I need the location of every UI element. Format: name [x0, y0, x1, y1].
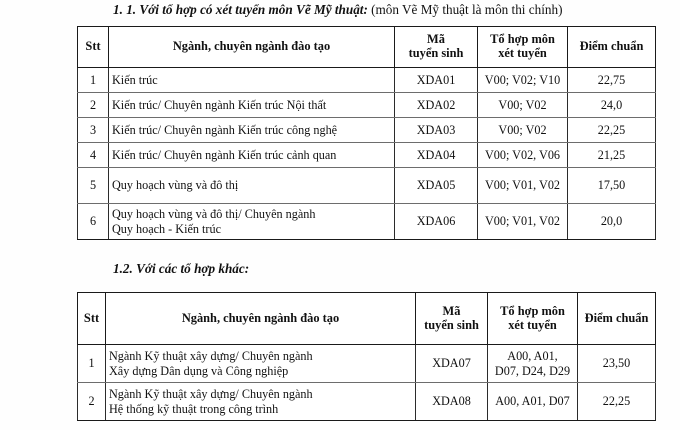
cell-admission-code: XDA06 — [395, 204, 478, 240]
cell-benchmark-score: 24,0 — [568, 93, 656, 118]
col-header-subject-combination-line2: xét tuyển — [498, 46, 547, 60]
cell-major-line: Ngành Kỹ thuật xây dựng/ Chuyên ngành — [109, 348, 313, 363]
table-1-header — [78, 27, 656, 68]
table-row — [78, 143, 656, 168]
cell-major-line: Quy hoạch - Kiến trúc — [112, 221, 221, 236]
col-header-subject-combination — [488, 293, 578, 345]
cell-major-line: Hệ thống kỹ thuật trong công trình — [109, 401, 279, 416]
cell-subject-combination-line: A00, A01, — [507, 348, 558, 363]
cell-subject-combination — [478, 68, 568, 93]
section-2-heading — [113, 262, 249, 277]
cell-major-line: Xây dựng Dân dụng và Công nghiệp — [109, 363, 289, 378]
section-2-heading-italic: 1.2. Với các tổ hợp khác: — [113, 261, 250, 276]
cell-subject-combination-line: V00; V01, V02 — [484, 214, 561, 229]
cell-subject-combination — [478, 143, 568, 168]
cell-subject-combination — [478, 168, 568, 204]
cell-benchmark-score: 21,25 — [568, 143, 656, 168]
cell-admission-code: XDA05 — [395, 168, 478, 204]
cell-major — [109, 143, 395, 168]
cell-benchmark-score: 22,25 — [578, 383, 656, 421]
cell-major — [109, 168, 395, 204]
table-row — [78, 68, 656, 93]
cell-stt: 2 — [78, 93, 109, 118]
cell-major-line: Ngành Kỹ thuật xây dựng/ Chuyên ngành — [109, 386, 313, 401]
cell-admission-code: XDA04 — [395, 143, 478, 168]
col-header-stt: Stt — [78, 27, 109, 68]
col-header-major: Ngành, chuyên ngành đào tạo — [109, 27, 395, 68]
col-header-benchmark-score: Điểm chuẩn — [568, 27, 656, 68]
cell-subject-combination-line: V00; V02, V06 — [484, 147, 561, 162]
cell-stt: 3 — [78, 118, 109, 143]
col-header-admission-code-line1: Mã — [442, 303, 461, 318]
cell-stt: 1 — [78, 68, 109, 93]
cell-major — [106, 345, 416, 383]
cell-admission-code: XDA02 — [395, 93, 478, 118]
col-header-subject-combination — [478, 27, 568, 68]
table-2-body — [78, 345, 656, 421]
col-header-admission-code-line2: tuyển sinh — [408, 46, 464, 60]
cell-stt: 2 — [78, 383, 106, 421]
cell-stt: 4 — [78, 143, 109, 168]
cell-benchmark-score: 22,75 — [568, 68, 656, 93]
table-header-row — [78, 27, 656, 68]
cell-stt: 1 — [78, 345, 106, 383]
cell-major-line: Kiến trúc/ Chuyên ngành Kiến trúc công nghệ — [112, 122, 338, 137]
table-row — [78, 204, 656, 240]
cell-subject-combination — [488, 345, 578, 383]
cell-major-line: Quy hoạch vùng và đô thị — [112, 178, 239, 193]
table-row — [78, 118, 656, 143]
cell-benchmark-score: 22,25 — [568, 118, 656, 143]
admission-table-art-combination — [77, 26, 656, 240]
section-1-heading-note: (môn Vẽ Mỹ thuật là môn thi chính) — [367, 2, 563, 17]
cell-major — [109, 204, 395, 240]
cell-subject-combination — [478, 204, 568, 240]
col-header-subject-combination-line1: Tổ hợp môn — [490, 32, 555, 47]
section-1-heading — [113, 3, 562, 18]
col-header-admission-code-line2: tuyển sinh — [424, 317, 479, 332]
cell-major-line: Kiến trúc — [112, 72, 158, 87]
cell-stt: 6 — [78, 204, 109, 240]
cell-major-line: Kiến trúc/ Chuyên ngành Kiến trúc cảnh quan — [112, 147, 337, 162]
col-header-benchmark-score: Điểm chuẩn — [578, 293, 656, 345]
cell-admission-code: XDA03 — [395, 118, 478, 143]
cell-subject-combination-line: V00; V02; V10 — [484, 72, 561, 87]
cell-subject-combination-line: D07, D24, D29 — [494, 363, 571, 378]
cell-major — [109, 68, 395, 93]
col-header-subject-combination-line1: Tổ hợp môn — [500, 303, 565, 318]
table-row — [78, 383, 656, 421]
cell-benchmark-score: 17,50 — [568, 168, 656, 204]
cell-major — [109, 93, 395, 118]
section-1-heading-italic: 1. 1. Với tổ hợp có xét tuyển môn Vẽ Mỹ thuật: — [113, 2, 368, 17]
cell-major-line: Quy hoạch vùng và đô thị/ Chuyên ngành — [112, 206, 316, 221]
cell-benchmark-score: 20,0 — [568, 204, 656, 240]
col-header-major: Ngành, chuyên ngành đào tạo — [106, 293, 416, 345]
table-1-body — [78, 68, 656, 240]
table-header-row — [78, 293, 656, 345]
cell-admission-code: XDA08 — [416, 383, 488, 421]
cell-subject-combination — [478, 118, 568, 143]
cell-admission-code: XDA07 — [416, 345, 488, 383]
col-header-admission-code — [395, 27, 478, 68]
cell-subject-combination-line: V00; V02 — [498, 97, 547, 112]
cell-subject-combination-line: V00; V01, V02 — [484, 178, 561, 193]
table-2-header — [78, 293, 656, 345]
col-header-subject-combination-line2: xét tuyển — [508, 317, 557, 332]
cell-stt: 5 — [78, 168, 109, 204]
col-header-stt: Stt — [78, 293, 106, 345]
table-row — [78, 345, 656, 383]
cell-subject-combination-line: V00; V02 — [498, 122, 547, 137]
col-header-admission-code — [416, 293, 488, 345]
cell-major — [106, 383, 416, 421]
cell-major — [109, 118, 395, 143]
table-row — [78, 93, 656, 118]
table-row — [78, 168, 656, 204]
col-header-admission-code-line1: Mã — [427, 32, 445, 47]
admission-table-other-combinations — [77, 292, 656, 421]
cell-major-line: Kiến trúc/ Chuyên ngành Kiến trúc Nội thất — [112, 97, 327, 112]
cell-subject-combination-line: A00, A01, D07 — [495, 394, 570, 409]
cell-admission-code: XDA01 — [395, 68, 478, 93]
cell-benchmark-score: 23,50 — [578, 345, 656, 383]
cell-subject-combination — [478, 93, 568, 118]
cell-subject-combination — [488, 383, 578, 421]
